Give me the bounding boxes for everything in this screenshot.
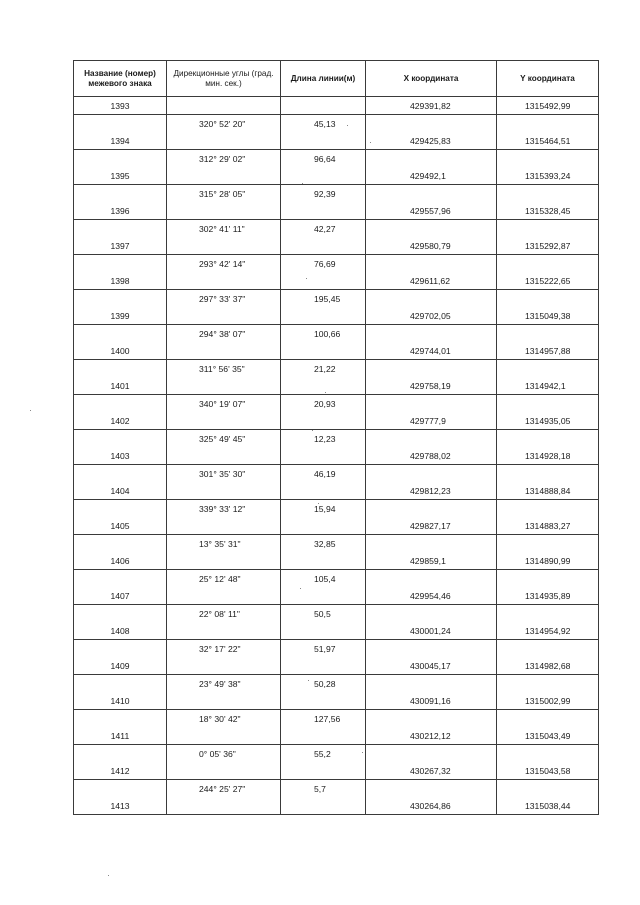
empty-cell <box>497 710 599 728</box>
empty-cell <box>366 220 497 238</box>
y-coordinate: 1314935,89 <box>497 587 599 605</box>
segment-row <box>74 710 599 728</box>
empty-cell <box>281 307 366 325</box>
line-length: 92,39 <box>281 185 366 203</box>
x-coordinate: 429812,23 <box>366 482 497 500</box>
segment-row <box>74 430 599 448</box>
direction-angle: 32° 17' 22" <box>167 640 281 658</box>
y-coordinate: 1315492,99 <box>497 97 599 115</box>
empty-cell <box>366 360 497 378</box>
segment-row <box>74 535 599 553</box>
marker-name: 1404 <box>74 482 167 500</box>
segment-row <box>74 745 599 763</box>
empty-cell <box>366 290 497 308</box>
direction-angle: 0° 05' 36" <box>167 745 281 763</box>
marker-name: 1400 <box>74 342 167 360</box>
marker-row <box>74 482 599 500</box>
marker-row <box>74 447 599 465</box>
empty-cell <box>281 412 366 430</box>
empty-cell <box>497 255 599 273</box>
direction-angle: 293° 42' 14" <box>167 255 281 273</box>
empty-cell <box>167 622 281 640</box>
empty-cell <box>74 675 167 693</box>
y-coordinate: 1314883,27 <box>497 517 599 535</box>
marker-row <box>74 202 599 220</box>
marker-name: 1402 <box>74 412 167 430</box>
y-coordinate: 1314957,88 <box>497 342 599 360</box>
marker-row <box>74 797 599 815</box>
empty-cell <box>74 395 167 413</box>
scan-speck <box>30 410 31 411</box>
segment-row <box>74 255 599 273</box>
empty-cell <box>281 622 366 640</box>
direction-angle: 294° 38' 07" <box>167 325 281 343</box>
marker-row <box>74 377 599 395</box>
scan-speck <box>362 752 363 753</box>
x-coordinate: 429702,05 <box>366 307 497 325</box>
marker-name: 1394 <box>74 132 167 150</box>
marker-row <box>74 587 599 605</box>
empty-cell <box>497 465 599 483</box>
empty-cell <box>281 132 366 150</box>
empty-cell <box>281 237 366 255</box>
marker-name: 1395 <box>74 167 167 185</box>
x-coordinate: 430045,17 <box>366 657 497 675</box>
scan-speck <box>325 392 326 393</box>
empty-cell <box>497 605 599 623</box>
empty-cell <box>497 430 599 448</box>
x-coordinate: 429758,19 <box>366 377 497 395</box>
y-coordinate: 1314935,05 <box>497 412 599 430</box>
scan-speck <box>300 588 301 589</box>
empty-cell <box>366 150 497 168</box>
y-coordinate: 1315292,87 <box>497 237 599 255</box>
empty-cell <box>167 132 281 150</box>
empty-cell <box>167 447 281 465</box>
empty-cell <box>281 167 366 185</box>
empty-cell <box>167 517 281 535</box>
line-length: 50,28 <box>281 675 366 693</box>
direction-angle: 23° 49' 38" <box>167 675 281 693</box>
marker-row <box>74 552 599 570</box>
marker-name: 1397 <box>74 237 167 255</box>
line-length: 21,22 <box>281 360 366 378</box>
empty-cell <box>74 290 167 308</box>
empty-cell <box>281 762 366 780</box>
empty-cell <box>281 517 366 535</box>
line-length: 55,2 <box>281 745 366 763</box>
line-length: 195,45 <box>281 290 366 308</box>
empty-cell <box>281 272 366 290</box>
empty-cell <box>366 325 497 343</box>
empty-cell <box>74 430 167 448</box>
x-coordinate: 429425,83 <box>366 132 497 150</box>
line-length: 20,93 <box>281 395 366 413</box>
direction-angle: 13° 35' 31" <box>167 535 281 553</box>
boundary-coordinates-table <box>73 60 599 815</box>
empty-cell <box>167 307 281 325</box>
line-length: 96,64 <box>281 150 366 168</box>
marker-row <box>74 412 599 430</box>
empty-cell <box>167 657 281 675</box>
marker-row <box>74 517 599 535</box>
line-length: 15,94 <box>281 500 366 518</box>
y-coordinate: 1314942,1 <box>497 377 599 395</box>
marker-name: 1411 <box>74 727 167 745</box>
empty-cell <box>74 500 167 518</box>
empty-cell <box>281 447 366 465</box>
header-marker-name: Название (номер) межевого знака <box>74 61 167 97</box>
empty-cell <box>281 552 366 570</box>
line-length: 100,66 <box>281 325 366 343</box>
empty-cell <box>167 797 281 815</box>
empty-cell <box>74 780 167 798</box>
empty-cell <box>167 412 281 430</box>
direction-angle: 339° 33' 12" <box>167 500 281 518</box>
empty-cell <box>74 360 167 378</box>
empty-cell <box>74 220 167 238</box>
segment-row <box>74 605 599 623</box>
y-coordinate: 1315222,65 <box>497 272 599 290</box>
header-line-length: Длина линии(м) <box>281 61 366 97</box>
x-coordinate: 429611,62 <box>366 272 497 290</box>
segment-row <box>74 185 599 203</box>
empty-cell <box>167 552 281 570</box>
empty-cell <box>497 570 599 588</box>
segment-row <box>74 325 599 343</box>
x-coordinate: 429391,82 <box>366 97 497 115</box>
y-coordinate: 1314928,18 <box>497 447 599 465</box>
y-coordinate: 1314888,84 <box>497 482 599 500</box>
marker-name: 1407 <box>74 587 167 605</box>
empty-cell <box>74 115 167 133</box>
direction-angle: 325° 49' 45" <box>167 430 281 448</box>
segment-row <box>74 290 599 308</box>
marker-name: 1396 <box>74 202 167 220</box>
empty-cell <box>167 202 281 220</box>
marker-name: 1410 <box>74 692 167 710</box>
empty-cell <box>497 325 599 343</box>
line-length: 32,85 <box>281 535 366 553</box>
empty-cell <box>74 605 167 623</box>
marker-row <box>74 622 599 640</box>
direction-angle: 22° 08' 11" <box>167 605 281 623</box>
marker-name: 1403 <box>74 447 167 465</box>
empty-cell <box>281 202 366 220</box>
empty-cell <box>281 797 366 815</box>
table-header-row <box>74 61 599 97</box>
empty-cell <box>497 395 599 413</box>
x-coordinate: 429777,9 <box>366 412 497 430</box>
x-coordinate: 429492,1 <box>366 167 497 185</box>
scan-speck <box>370 142 371 143</box>
marker-row <box>74 97 599 115</box>
line-length: 50,5 <box>281 605 366 623</box>
direction-angle: 312° 29' 02" <box>167 150 281 168</box>
empty-cell <box>366 570 497 588</box>
empty-cell <box>366 465 497 483</box>
empty-cell <box>366 395 497 413</box>
y-coordinate: 1315328,45 <box>497 202 599 220</box>
empty-cell <box>366 115 497 133</box>
empty-cell <box>497 500 599 518</box>
marker-row <box>74 132 599 150</box>
marker-name: 1408 <box>74 622 167 640</box>
marker-row <box>74 167 599 185</box>
empty-cell <box>366 185 497 203</box>
empty-cell <box>281 692 366 710</box>
segment-row <box>74 360 599 378</box>
empty-cell <box>167 727 281 745</box>
empty-cell <box>497 290 599 308</box>
empty-cell <box>366 255 497 273</box>
segment-row <box>74 115 599 133</box>
x-coordinate: 430264,86 <box>366 797 497 815</box>
x-coordinate: 429954,46 <box>366 587 497 605</box>
x-coordinate: 430267,32 <box>366 762 497 780</box>
empty-cell <box>74 325 167 343</box>
segment-row <box>74 640 599 658</box>
empty-cell <box>366 605 497 623</box>
segment-row <box>74 675 599 693</box>
direction-angle: 302° 41' 11" <box>167 220 281 238</box>
empty-cell <box>74 640 167 658</box>
empty-cell <box>167 762 281 780</box>
x-coordinate: 429859,1 <box>366 552 497 570</box>
empty-cell <box>167 272 281 290</box>
empty-cell <box>74 710 167 728</box>
marker-row <box>74 307 599 325</box>
y-coordinate: 1315393,24 <box>497 167 599 185</box>
empty-cell <box>74 185 167 203</box>
y-coordinate: 1315038,44 <box>497 797 599 815</box>
line-length: 45,13 <box>281 115 366 133</box>
x-coordinate: 429788,02 <box>366 447 497 465</box>
empty-cell <box>497 115 599 133</box>
empty-cell <box>167 97 281 115</box>
marker-name: 1409 <box>74 657 167 675</box>
header-y-coordinate: Y координата <box>497 61 599 97</box>
empty-cell <box>366 535 497 553</box>
x-coordinate: 429744,01 <box>366 342 497 360</box>
scan-speck <box>347 125 348 126</box>
x-coordinate: 429827,17 <box>366 517 497 535</box>
marker-row <box>74 272 599 290</box>
segment-row <box>74 465 599 483</box>
empty-cell <box>497 535 599 553</box>
y-coordinate: 1315002,99 <box>497 692 599 710</box>
scan-speck <box>306 278 307 279</box>
empty-cell <box>366 745 497 763</box>
line-length: 5,7 <box>281 780 366 798</box>
x-coordinate: 430212,12 <box>366 727 497 745</box>
empty-cell <box>281 727 366 745</box>
direction-angle: 320° 52' 20" <box>167 115 281 133</box>
empty-cell <box>281 377 366 395</box>
direction-angle: 297° 33' 37" <box>167 290 281 308</box>
line-length: 46,19 <box>281 465 366 483</box>
line-length: 12,23 <box>281 430 366 448</box>
marker-name: 1393 <box>74 97 167 115</box>
marker-row <box>74 237 599 255</box>
scan-speck <box>308 680 309 681</box>
segment-row <box>74 395 599 413</box>
marker-row <box>74 762 599 780</box>
line-length: 42,27 <box>281 220 366 238</box>
empty-cell <box>366 500 497 518</box>
y-coordinate: 1314954,92 <box>497 622 599 640</box>
y-coordinate: 1315043,49 <box>497 727 599 745</box>
line-length: 51,97 <box>281 640 366 658</box>
line-length: 76,69 <box>281 255 366 273</box>
empty-cell <box>74 570 167 588</box>
x-coordinate: 429557,96 <box>366 202 497 220</box>
direction-angle: 18° 30' 42" <box>167 710 281 728</box>
empty-cell <box>74 150 167 168</box>
empty-cell <box>167 167 281 185</box>
empty-cell <box>366 675 497 693</box>
x-coordinate: 429580,79 <box>366 237 497 255</box>
marker-name: 1399 <box>74 307 167 325</box>
empty-cell <box>497 745 599 763</box>
empty-cell <box>74 535 167 553</box>
empty-cell <box>281 97 366 115</box>
y-coordinate: 1315464,51 <box>497 132 599 150</box>
empty-cell <box>497 360 599 378</box>
marker-name: 1398 <box>74 272 167 290</box>
direction-angle: 25° 12' 48" <box>167 570 281 588</box>
x-coordinate: 430091,16 <box>366 692 497 710</box>
marker-name: 1405 <box>74 517 167 535</box>
y-coordinate: 1315049,38 <box>497 307 599 325</box>
segment-row <box>74 780 599 798</box>
empty-cell <box>74 745 167 763</box>
direction-angle: 301° 35' 30" <box>167 465 281 483</box>
marker-row <box>74 657 599 675</box>
empty-cell <box>167 342 281 360</box>
empty-cell <box>497 185 599 203</box>
empty-cell <box>167 237 281 255</box>
segment-row <box>74 500 599 518</box>
line-length: 105,4 <box>281 570 366 588</box>
empty-cell <box>167 587 281 605</box>
empty-cell <box>281 657 366 675</box>
table-body <box>74 97 599 815</box>
scan-speck <box>108 875 109 876</box>
y-coordinate: 1315043,58 <box>497 762 599 780</box>
direction-angle: 244° 25' 27" <box>167 780 281 798</box>
empty-cell <box>74 465 167 483</box>
scan-speck <box>302 183 303 184</box>
direction-angle: 311° 56' 35" <box>167 360 281 378</box>
marker-name: 1412 <box>74 762 167 780</box>
empty-cell <box>281 587 366 605</box>
marker-name: 1406 <box>74 552 167 570</box>
marker-name: 1413 <box>74 797 167 815</box>
empty-cell <box>74 255 167 273</box>
y-coordinate: 1314890,99 <box>497 552 599 570</box>
marker-row <box>74 342 599 360</box>
empty-cell <box>167 482 281 500</box>
empty-cell <box>497 780 599 798</box>
header-x-coordinate: X координата <box>366 61 497 97</box>
segment-row <box>74 150 599 168</box>
empty-cell <box>497 150 599 168</box>
empty-cell <box>497 220 599 238</box>
line-length: 127,56 <box>281 710 366 728</box>
y-coordinate: 1314982,68 <box>497 657 599 675</box>
empty-cell <box>167 692 281 710</box>
direction-angle: 315° 28' 05" <box>167 185 281 203</box>
header-direction-angle: Дирекционные углы (град. мин. сек.) <box>167 61 281 97</box>
segment-row <box>74 570 599 588</box>
empty-cell <box>366 780 497 798</box>
empty-cell <box>366 640 497 658</box>
empty-cell <box>281 342 366 360</box>
marker-name: 1401 <box>74 377 167 395</box>
empty-cell <box>366 710 497 728</box>
segment-row <box>74 220 599 238</box>
x-coordinate: 430001,24 <box>366 622 497 640</box>
marker-row <box>74 692 599 710</box>
scan-speck <box>312 430 313 431</box>
scan-speck <box>318 503 319 504</box>
empty-cell <box>497 675 599 693</box>
marker-row <box>74 727 599 745</box>
empty-cell <box>167 377 281 395</box>
empty-cell <box>366 430 497 448</box>
empty-cell <box>497 640 599 658</box>
empty-cell <box>281 482 366 500</box>
direction-angle: 340° 19' 07" <box>167 395 281 413</box>
